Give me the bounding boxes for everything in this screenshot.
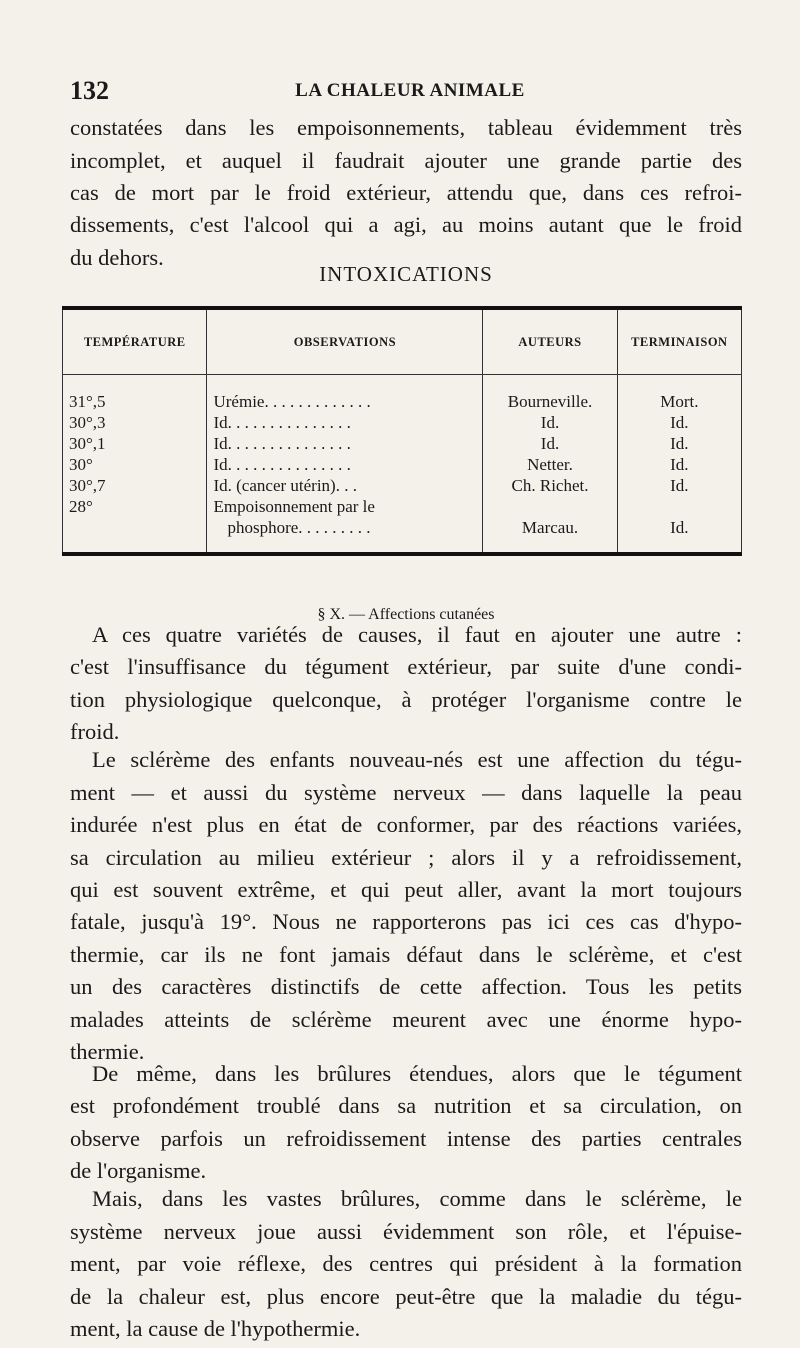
temperature-column xyxy=(63,375,207,555)
author-cell xyxy=(489,496,610,517)
temperature-cell: 30°,1 xyxy=(69,434,106,453)
author-cell: Bourneville. xyxy=(507,392,593,411)
text-line: cas de mort par le froid extérieur, attendu que, dans ces refroi- xyxy=(70,179,742,205)
text-line: ment, par voie réflexe, des centres qui président à la formation xyxy=(70,1251,742,1277)
author-cell: Id. xyxy=(540,434,560,453)
observation-cell: Id. (cancer utérin). . . xyxy=(213,476,357,495)
running-title: LA CHALEUR ANIMALE xyxy=(295,80,525,101)
text-line: tion physiologique quelconque, à protéger l'organisme contre le xyxy=(70,686,742,712)
text-line: froid. xyxy=(70,718,120,744)
outcome-cell: Id. xyxy=(670,434,689,453)
authors-column xyxy=(483,375,617,555)
column-header-observations: OBSERVATIONS xyxy=(207,308,483,375)
outcome-cell xyxy=(624,496,735,517)
text-line: système nerveux joue aussi évidemment son rôle, et l'épuise- xyxy=(70,1218,742,1244)
outcome-column xyxy=(617,375,741,555)
text-line: de l'organisme. xyxy=(70,1157,207,1183)
text-line: indurée n'est plus en état de conformer, par des réactions variées, xyxy=(70,812,742,838)
column-header-authors: AUTEURS xyxy=(483,308,617,375)
text-line: thermie, car ils ne font jamais défaut dans le sclérème, et c'est xyxy=(70,941,742,967)
table-row xyxy=(63,375,742,555)
intro-paragraph xyxy=(70,112,742,274)
text-line: est profondément troublé dans sa nutrition et sa circulation, on xyxy=(70,1093,742,1119)
table-title: INTOXICATIONS xyxy=(319,262,493,286)
observation-cell: Empoisonnement par le xyxy=(213,497,375,516)
text-line: malades atteints de sclérème meurent avec une énorme hypo- xyxy=(70,1006,742,1032)
author-cell: Netter. xyxy=(527,455,573,474)
intoxications-table xyxy=(62,306,742,556)
temperature-cell: 31°,5 xyxy=(69,392,106,411)
author-cell: Marcau. xyxy=(521,518,579,537)
text-line: thermie. xyxy=(70,1039,145,1065)
text-line: un des caractères distinctifs de cette affection. Tous les petits xyxy=(70,974,742,1000)
text-line: De même, dans les brûlures étendues, alors que le tégument xyxy=(92,1060,742,1086)
text-line: c'est l'insuffisance du tégument extérieur, par suite d'une condi- xyxy=(70,654,742,680)
paragraph-3 xyxy=(70,1058,742,1188)
text-line: ment, la cause de l'hypothermie. xyxy=(70,1316,361,1341)
temperature-cell: 30°,3 xyxy=(69,413,106,432)
column-header-outcome: TERMINAISON xyxy=(617,308,741,375)
paragraph-2 xyxy=(70,744,742,1068)
column-header-temperature: TEMPÉRATURE xyxy=(63,308,207,375)
author-cell: Id. xyxy=(540,413,560,432)
outcome-cell: Id. xyxy=(670,518,689,537)
observation-cell: phosphore. . . . . . . . . xyxy=(227,518,371,537)
text-line: qui est souvent extrême, et qui peut aller, avant la mort toujours xyxy=(70,877,742,903)
text-line: ment — et aussi du système nerveux — dans laquelle la peau xyxy=(70,779,742,805)
text-line: A ces quatre variétés de causes, il faut en ajouter une autre : xyxy=(92,621,742,647)
outcome-cell: Id. xyxy=(670,476,689,495)
outcome-cell: Id. xyxy=(670,455,689,474)
text-line: sa circulation au milieu extérieur ; alors il y a refroidissement, xyxy=(70,844,742,870)
observations-column xyxy=(207,375,483,555)
text-line: observe parfois un refroidissement intense des parties centrales xyxy=(70,1125,742,1151)
table-header-row xyxy=(63,308,742,375)
page-header xyxy=(70,76,750,106)
text-line: constatées dans les empoisonnements, tableau évidemment très xyxy=(70,115,742,141)
temperature-cell: 30° xyxy=(69,455,93,474)
temperature-cell: 28° xyxy=(69,497,93,516)
observation-cell: Id. . . . . . . . . . . . . . . xyxy=(213,434,351,453)
paragraph-4 xyxy=(70,1183,742,1345)
outcome-cell: Mort. xyxy=(660,392,699,411)
text-line: Mais, dans les vastes brûlures, comme dans le sclérème, le xyxy=(92,1186,742,1212)
text-line: du dehors. xyxy=(70,244,164,270)
page-number: 132 xyxy=(70,76,109,105)
text-line: fatale, jusqu'à 19°. Nous ne rapporterons pas ici ces cas d'hypo- xyxy=(70,909,742,935)
observation-cell: Id. . . . . . . . . . . . . . . xyxy=(213,455,351,474)
paragraph-1 xyxy=(70,619,742,749)
author-cell: Ch. Richet. xyxy=(511,476,589,495)
section-heading: § X. — Affections cutanées xyxy=(317,606,495,623)
text-line: Le sclérème des enfants nouveau-nés est une affection du tégu- xyxy=(92,747,742,773)
observation-cell: Id. . . . . . . . . . . . . . . xyxy=(213,413,351,432)
observation-cell: Urémie. . . . . . . . . . . . . xyxy=(213,392,371,411)
text-line: de la chaleur est, plus encore peut-être que la maladie du tégu- xyxy=(70,1283,742,1309)
text-line: incomplet, et auquel il faudrait ajouter une grande partie des xyxy=(70,147,742,173)
outcome-cell: Id. xyxy=(670,413,689,432)
temperature-cell: 30°,7 xyxy=(69,476,106,495)
text-line: dissements, c'est l'alcool qui a agi, au moins autant que le froid xyxy=(70,212,742,238)
